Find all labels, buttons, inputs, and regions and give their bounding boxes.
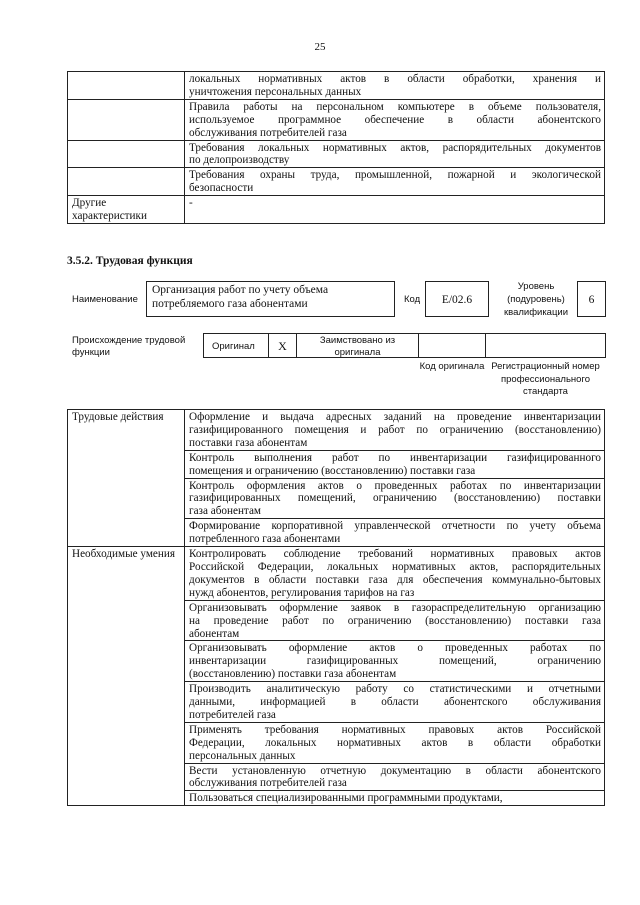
table-row xyxy=(68,99,605,140)
row-label xyxy=(68,168,185,196)
text-line: Производить аналитическую работу со статистическими и отчетными xyxy=(189,683,601,696)
text-line: уничтожения персональных данных xyxy=(189,85,362,98)
origin-code-caption: Код оригинала xyxy=(419,361,485,372)
item-content xyxy=(185,682,605,723)
row-content xyxy=(185,168,605,196)
text-line: Организовывать оформление заявок в газораспределительную организацию xyxy=(189,601,601,614)
item-content xyxy=(185,410,605,451)
item-content xyxy=(185,600,605,641)
group-label: Необходимые умения xyxy=(68,547,185,806)
text-line: обслуживания потребителей газа xyxy=(189,777,347,790)
name-label: Наименование xyxy=(72,294,138,305)
row-label xyxy=(68,140,185,168)
text-line: Формирование корпоративной управленческой отчетности по учету объема xyxy=(189,520,601,533)
text-line: Требования локальных нормативных актов, распорядительных документов xyxy=(189,141,601,154)
function-name-box: Организация работ по учету объема потребляемого газа абонентами xyxy=(146,281,395,317)
text-line: по делопроизводству xyxy=(189,154,290,167)
row-content xyxy=(185,140,605,168)
text-line: абонентам xyxy=(189,627,240,640)
text-line: используемое программное обеспечение в области абонентского xyxy=(189,113,601,126)
labor-function-table xyxy=(67,409,605,806)
text-line: потребителей газа xyxy=(189,708,276,721)
text-line: (восстановлению) поставки газа абонентам xyxy=(189,668,397,681)
item-content xyxy=(185,478,605,519)
origin-label: Происхождение трудовой функции xyxy=(72,335,186,358)
qualification-level-label: Уровень (подуровень) квалификации xyxy=(503,281,569,318)
text-line: Правила работы на персональном компьютере в объеме пользователя, xyxy=(189,100,601,113)
text-line: газифицированного помещения и работ по ограничению (восстановлению) xyxy=(189,423,601,436)
original-mark-cell: X xyxy=(268,333,297,358)
row-label: Другие характеристики xyxy=(68,196,185,224)
item-content xyxy=(185,519,605,547)
text-line: - xyxy=(189,197,193,210)
borrowed-label-cell: Заимствовано из оригинала xyxy=(296,333,419,358)
table-row xyxy=(68,168,605,196)
text-line: Федерации, локальных нормативных актов в области обработки xyxy=(189,736,601,749)
text-line: потребленного газа абонентами xyxy=(189,533,341,546)
table-row xyxy=(68,140,605,168)
text-line: на проведение работ по ограничению (восстановлению) поставки газа xyxy=(189,614,601,627)
page-number: 25 xyxy=(314,41,326,53)
row-label xyxy=(68,72,185,100)
row-content xyxy=(185,99,605,140)
origin-code-cell xyxy=(418,333,486,358)
reg-number-cell xyxy=(485,333,606,358)
item-content xyxy=(185,641,605,682)
section-heading: 3.5.2. Трудовая функция xyxy=(67,255,193,267)
text-line: газифицированных помещений, ограничению (восстановлению) поставки xyxy=(189,492,601,505)
text-line: инвентаризации газифицированных помещений, ограничению xyxy=(189,655,601,668)
text-line: документов в области поставки газа для обеспечения коммунально-бытовых xyxy=(189,573,601,586)
table-row xyxy=(68,410,605,451)
text-line: Российской Федерации, локальных нормативных актов, распорядительных xyxy=(189,560,601,573)
text-line: Вести установленную отчетную документацию в области абонентского xyxy=(189,764,601,777)
table-row xyxy=(68,547,605,601)
code-label: Код xyxy=(404,294,421,305)
table-row xyxy=(68,196,605,224)
item-content xyxy=(185,450,605,478)
item-content xyxy=(185,547,605,601)
text-line: Пользоваться специализированными программными продуктами, xyxy=(189,792,503,805)
text-line: Организовывать оформление актов о проведенных работах по xyxy=(189,642,601,655)
text-line: Применять требования нормативных правовых актов Российской xyxy=(189,723,601,736)
skills-knowledge-table-continuation xyxy=(67,71,605,224)
text-line: персональных данных xyxy=(189,749,296,762)
text-line: локальных нормативных актов в области обработки, хранения и xyxy=(189,73,601,85)
text-line: Контроль оформления актов о проведенных работах по инвентаризации xyxy=(189,479,601,492)
qualification-level-box: 6 xyxy=(577,281,606,317)
item-content xyxy=(185,722,605,763)
row-content xyxy=(185,72,605,100)
text-line: Требования охраны труда, промышленной, пожарной и экологической xyxy=(189,169,601,182)
text-line: Контролировать соблюдение требований нормативных правовых актов xyxy=(189,548,601,561)
reg-number-caption: Регистрационный номер профессионального стандарта xyxy=(491,361,600,397)
text-line: Контроль выполнения работ по инвентаризации газифицированного xyxy=(189,451,601,464)
text-line: безопасности xyxy=(189,182,254,195)
text-line: обслуживания потребителей газа xyxy=(189,126,347,139)
text-line: газа абонентам xyxy=(189,505,261,518)
text-line: данными, информацией в области абонентского обслуживания xyxy=(189,696,601,709)
text-line: Оформление и выдача адресных заданий на проведение инвентаризации xyxy=(189,411,601,423)
text-line: помещения и ограничению (восстановлению) поставки газа xyxy=(189,464,476,477)
item-content xyxy=(185,791,605,806)
original-label-cell: Оригинал xyxy=(203,333,269,358)
row-content xyxy=(185,196,605,224)
group-label: Трудовые действия xyxy=(68,410,185,547)
item-content xyxy=(185,763,605,791)
table-row xyxy=(68,72,605,100)
row-label xyxy=(68,99,185,140)
text-line: нужд абонентов, регулирования тарифов на газ xyxy=(189,586,415,599)
text-line: поставки газа абонентам xyxy=(189,436,308,449)
function-code-box: E/02.6 xyxy=(425,281,489,317)
